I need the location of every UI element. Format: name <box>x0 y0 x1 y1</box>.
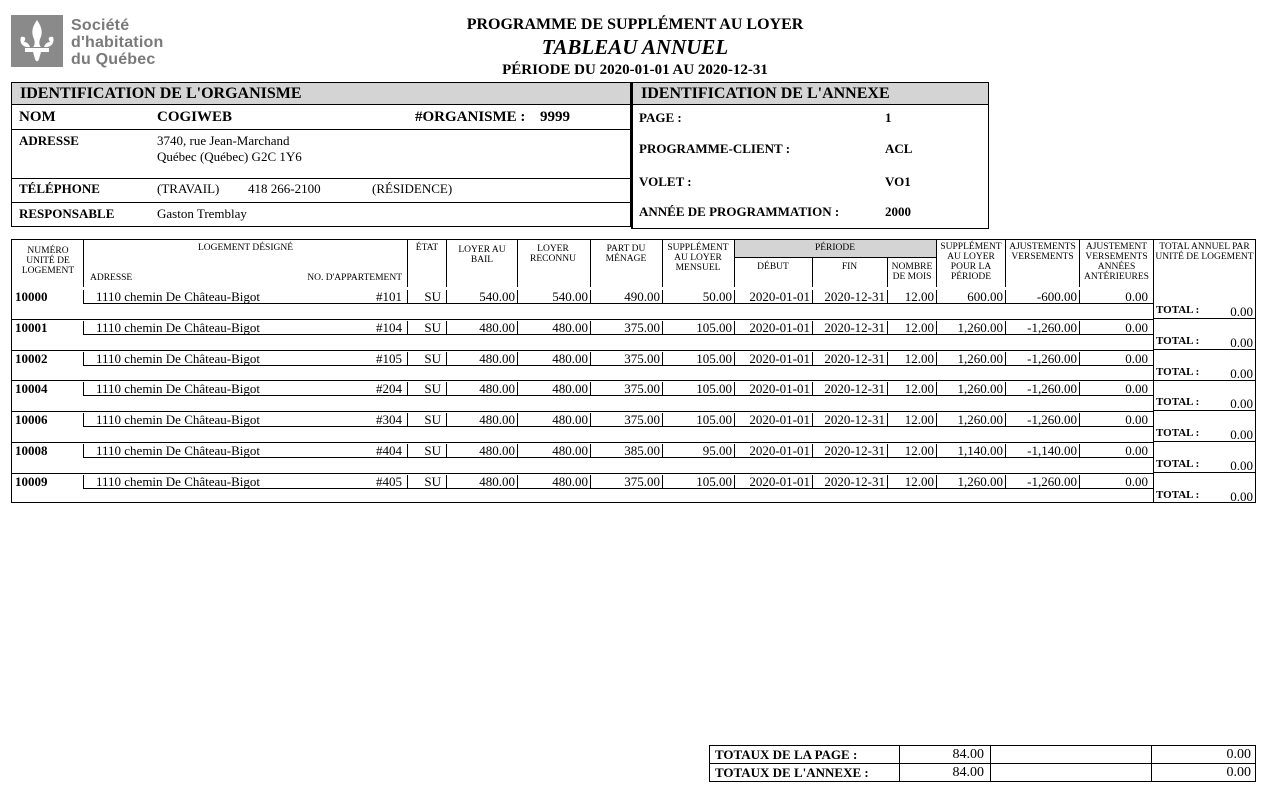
cell-state: SU <box>424 381 441 397</box>
cell-recognized: 540.00 <box>552 289 588 304</box>
col-divider <box>590 382 591 396</box>
row-total-divider <box>1153 380 1255 381</box>
cell-apt: #104 <box>376 319 402 335</box>
col-header-household-share: PART DU MÉNAGE <box>605 244 647 264</box>
cell-recognized: 480.00 <box>552 319 588 335</box>
name-label: NOM <box>19 109 56 125</box>
cell-household: 375.00 <box>624 412 660 428</box>
annex-totals-total: 0.00 <box>1226 765 1251 780</box>
col-divider <box>936 382 937 396</box>
row-total-label: TOTAL : <box>1156 427 1200 440</box>
col-divider <box>887 382 888 396</box>
cell-start: 2020-01-01 <box>749 381 810 397</box>
col-divider <box>662 475 663 489</box>
col-divider <box>887 475 888 489</box>
col-divider <box>936 352 937 366</box>
cell-start: 2020-01-01 <box>749 412 810 428</box>
cell-unit: 10002 <box>15 350 48 366</box>
org-name: COGIWEB <box>157 109 233 125</box>
cell-lease: 480.00 <box>479 381 515 397</box>
col-header-months: NOMBRE DE MOIS <box>891 262 933 282</box>
org-number-label: #ORGANISME : <box>415 109 526 125</box>
cell-months: 12.00 <box>904 319 934 335</box>
cell-start: 2020-01-01 <box>749 319 810 335</box>
col-divider <box>83 444 84 458</box>
col-divider <box>446 382 447 396</box>
cell-household: 375.00 <box>624 319 660 335</box>
cell-start: 2020-01-01 <box>749 443 810 458</box>
cell-state: SU <box>424 412 441 428</box>
phone-work-label: (TRAVAIL) <box>157 181 220 196</box>
cell-months: 12.00 <box>904 289 934 304</box>
cell-start: 2020-01-01 <box>749 289 810 304</box>
col-divider <box>590 475 591 489</box>
cell-state: SU <box>424 443 441 458</box>
col-divider <box>662 444 663 458</box>
cell-address: 1110 chemin De Château-Bigot <box>96 473 261 489</box>
cell-months: 12.00 <box>904 412 934 428</box>
divider <box>710 763 1255 764</box>
col-divider <box>936 321 937 335</box>
cell-prior: 0.00 <box>1125 289 1148 304</box>
col-divider <box>662 290 663 304</box>
col-header-designated: LOGEMENT DÉSIGNÉ <box>197 243 294 253</box>
col-divider <box>662 382 663 396</box>
manager-label: RESPONSABLE <box>19 206 115 221</box>
divider <box>734 257 936 258</box>
row-total-value: 0.00 <box>1230 334 1253 350</box>
cell-period-supp: 1,260.00 <box>957 381 1003 397</box>
col-divider <box>83 475 84 489</box>
col-header-adjust-payments: AJUSTEMENTS VERSEMENTS <box>1009 242 1076 262</box>
address-line2: Québec (Québec) G2C 1Y6 <box>157 149 302 164</box>
cell-unit: 10006 <box>15 412 48 428</box>
col-divider <box>936 475 937 489</box>
col-header-apt: NO. D'APPARTEMENT <box>307 273 402 283</box>
table-row <box>12 382 1255 413</box>
col-divider <box>887 413 888 427</box>
cell-period-supp: 1,140.00 <box>957 443 1003 458</box>
col-divider <box>407 444 408 458</box>
cell-unit: 10009 <box>15 473 48 489</box>
cell-recognized: 480.00 <box>552 412 588 428</box>
address-line1: 3740, rue Jean-Marchand <box>157 133 290 148</box>
volet-label: VOLET : <box>639 174 692 189</box>
cell-apt: #304 <box>376 412 402 428</box>
period-title: PÉRIODE DU 2020-01-01 AU 2020-12-31 <box>502 62 768 78</box>
col-divider <box>1079 413 1080 427</box>
col-divider <box>887 444 888 458</box>
cell-apt: #404 <box>376 443 402 458</box>
col-header-address: ADRESSE <box>90 273 133 283</box>
cell-monthly: 105.00 <box>696 412 732 428</box>
cell-prior: 0.00 <box>1125 381 1148 397</box>
cell-months: 12.00 <box>904 443 934 458</box>
annex-section <box>631 82 989 229</box>
cell-lease: 480.00 <box>479 350 515 366</box>
cell-address: 1110 chemin De Château-Bigot <box>96 350 261 366</box>
cell-period-supp: 1,260.00 <box>957 350 1003 366</box>
cell-apt: #105 <box>376 350 402 366</box>
cell-adjust: -1,260.00 <box>1027 412 1077 428</box>
col-divider <box>936 290 937 304</box>
col-divider <box>83 382 84 396</box>
col-divider <box>1079 321 1080 335</box>
cell-months: 12.00 <box>904 381 934 397</box>
col-divider <box>1079 475 1080 489</box>
col-header-recognized-rent: LOYER RECONNU <box>530 244 576 264</box>
row-total-label: TOTAL : <box>1156 334 1200 347</box>
col-divider <box>590 290 591 304</box>
cell-monthly: 105.00 <box>696 473 732 489</box>
col-divider <box>517 290 518 304</box>
cell-adjust: -1,260.00 <box>1027 319 1077 335</box>
col-divider <box>446 352 447 366</box>
cell-household: 375.00 <box>624 473 660 489</box>
cell-months: 12.00 <box>904 473 934 489</box>
col-divider <box>1005 475 1006 489</box>
cell-start: 2020-01-01 <box>749 473 810 489</box>
col-divider <box>446 413 447 427</box>
cell-state: SU <box>424 289 441 304</box>
cell-address: 1110 chemin De Château-Bigot <box>96 443 261 458</box>
table-row <box>12 290 1255 321</box>
col-divider <box>446 475 447 489</box>
cell-months: 12.00 <box>904 350 934 366</box>
col-divider <box>407 290 408 304</box>
organisation-section <box>11 82 631 227</box>
row-total-value: 0.00 <box>1230 396 1253 412</box>
phone-work-value: 418 266-2100 <box>248 181 321 196</box>
row-total-divider <box>1153 441 1255 442</box>
program-client-value: ACL <box>885 141 913 156</box>
org-number: 9999 <box>540 109 570 125</box>
cell-end: 2020-12-31 <box>824 381 885 397</box>
cell-state: SU <box>424 473 441 489</box>
volet-value: VO1 <box>885 174 911 189</box>
annex-section-title: IDENTIFICATION DE L'ANNEXE <box>633 83 988 105</box>
cell-recognized: 480.00 <box>552 381 588 397</box>
cell-address: 1110 chemin De Château-Bigot <box>96 289 261 304</box>
col-header-end: FIN <box>841 262 858 272</box>
row-total-label: TOTAL : <box>1156 365 1200 378</box>
page-number: 1 <box>885 110 892 125</box>
annex-totals-label: TOTAUX DE L'ANNEXE : <box>715 765 869 780</box>
col-header-annual-total: TOTAL ANNUEL PAR UNITÉ DE LOGEMENT <box>1155 242 1254 262</box>
col-divider <box>517 382 518 396</box>
cell-household: 375.00 <box>624 350 660 366</box>
col-divider <box>83 413 84 427</box>
cell-apt: #101 <box>376 289 402 304</box>
col-divider <box>590 444 591 458</box>
col-divider <box>517 240 518 287</box>
row-total-label: TOTAL : <box>1156 396 1200 409</box>
col-divider <box>407 382 408 396</box>
cell-monthly: 95.00 <box>702 443 732 458</box>
page-totals-label: TOTAUX DE LA PAGE : <box>715 747 858 762</box>
row-total-value: 0.00 <box>1230 458 1253 473</box>
col-divider <box>446 444 447 458</box>
cell-adjust: -1,260.00 <box>1027 381 1077 397</box>
cell-unit: 10004 <box>15 381 48 397</box>
cell-apt: #405 <box>376 473 402 489</box>
fleur-de-lis-icon <box>11 15 63 67</box>
col-divider <box>517 413 518 427</box>
cell-monthly: 50.00 <box>702 289 732 304</box>
col-divider <box>1005 444 1006 458</box>
cell-period-supp: 600.00 <box>967 289 1003 304</box>
col-divider <box>517 321 518 335</box>
cell-household: 490.00 <box>624 289 660 304</box>
col-divider <box>446 240 447 287</box>
cell-lease: 480.00 <box>479 443 515 458</box>
cell-state: SU <box>424 350 441 366</box>
program-title: PROGRAMME DE SUPPLÉMENT AU LOYER <box>466 16 804 33</box>
cell-unit: 10000 <box>15 289 48 304</box>
col-divider <box>1005 321 1006 335</box>
cell-adjust: -1,260.00 <box>1027 473 1077 489</box>
row-total-value: 0.00 <box>1230 304 1253 319</box>
cell-household: 385.00 <box>624 443 660 458</box>
col-divider <box>590 321 591 335</box>
col-divider <box>446 290 447 304</box>
col-divider <box>887 290 888 304</box>
page-totals-value: 84.00 <box>952 747 984 762</box>
col-divider <box>517 352 518 366</box>
divider <box>12 129 630 130</box>
col-divider <box>887 352 888 366</box>
report-title: TABLEAU ANNUEL <box>541 35 729 59</box>
row-total-label: TOTAL : <box>1156 304 1200 316</box>
row-total-value: 0.00 <box>1230 488 1253 504</box>
col-divider <box>1005 413 1006 427</box>
col-divider <box>1079 290 1080 304</box>
col-header-period-supplement: SUPPLÉMENT AU LOYER POUR LA PÉRIODE <box>940 242 1002 282</box>
row-total-divider <box>1153 410 1255 411</box>
cell-recognized: 480.00 <box>552 473 588 489</box>
col-divider <box>407 475 408 489</box>
cell-monthly: 105.00 <box>696 381 732 397</box>
col-divider <box>83 321 84 335</box>
organisation-section-title: IDENTIFICATION DE L'ORGANISME <box>12 83 630 105</box>
phone-label: TÉLÉPHONE <box>19 181 100 196</box>
cell-prior: 0.00 <box>1125 350 1148 366</box>
manager-value: Gaston Tremblay <box>157 206 247 221</box>
col-divider <box>407 352 408 366</box>
cell-end: 2020-12-31 <box>824 473 885 489</box>
table-row <box>12 444 1255 475</box>
col-divider <box>662 321 663 335</box>
page-totals-total: 0.00 <box>1226 747 1251 762</box>
table-row <box>12 321 1255 352</box>
cell-lease: 540.00 <box>479 289 515 304</box>
cell-monthly: 105.00 <box>696 350 732 366</box>
phone-home-label: (RÉSIDENCE) <box>372 181 453 196</box>
cell-lease: 480.00 <box>479 473 515 489</box>
cell-address: 1110 chemin De Château-Bigot <box>96 412 261 428</box>
cell-unit: 10008 <box>15 443 48 458</box>
cell-recognized: 480.00 <box>552 350 588 366</box>
cell-period-supp: 1,260.00 <box>957 412 1003 428</box>
col-header-period: PÉRIODE <box>814 243 856 253</box>
row-total-divider <box>1153 318 1255 319</box>
col-divider <box>590 240 591 287</box>
col-divider <box>517 475 518 489</box>
cell-prior: 0.00 <box>1125 443 1148 458</box>
cell-state: SU <box>424 319 441 335</box>
cell-period-supp: 1,260.00 <box>957 473 1003 489</box>
col-divider <box>662 352 663 366</box>
annex-totals-value: 84.00 <box>952 765 984 780</box>
totals-section <box>709 745 1256 782</box>
programming-year-value: 2000 <box>885 204 911 219</box>
col-divider <box>1005 352 1006 366</box>
cell-adjust: -1,140.00 <box>1027 443 1077 458</box>
table-row <box>12 475 1255 506</box>
row-total-label: TOTAL : <box>1156 488 1200 501</box>
col-divider <box>407 321 408 335</box>
cell-prior: 0.00 <box>1125 473 1148 489</box>
col-divider <box>1005 290 1006 304</box>
cell-lease: 480.00 <box>479 319 515 335</box>
col-divider <box>1079 444 1080 458</box>
col-divider <box>590 413 591 427</box>
col-divider <box>1079 352 1080 366</box>
col-divider <box>936 413 937 427</box>
cell-adjust: -1,260.00 <box>1027 350 1077 366</box>
col-divider <box>887 321 888 335</box>
cell-adjust: -600.00 <box>1036 289 1077 304</box>
divider <box>12 202 630 203</box>
cell-end: 2020-12-31 <box>824 289 885 304</box>
cell-apt: #204 <box>376 381 402 397</box>
col-divider <box>936 444 937 458</box>
sha-logo <box>11 15 181 71</box>
col-header-lease-rent: LOYER AU BAIL <box>458 245 506 265</box>
row-total-label: TOTAL : <box>1156 458 1200 470</box>
cell-end: 2020-12-31 <box>824 319 885 335</box>
logo-wordmark: Société d'habitation du Québec <box>71 17 164 68</box>
cell-end: 2020-12-31 <box>824 443 885 458</box>
col-divider <box>1079 382 1080 396</box>
cell-start: 2020-01-01 <box>749 350 810 366</box>
programming-year-label: ANNÉE DE PROGRAMMATION : <box>639 204 840 219</box>
cell-lease: 480.00 <box>479 412 515 428</box>
col-header-start: DÉBUT <box>757 262 789 272</box>
col-divider <box>590 352 591 366</box>
cell-recognized: 480.00 <box>552 443 588 458</box>
table-row <box>12 413 1255 444</box>
cell-end: 2020-12-31 <box>824 350 885 366</box>
col-divider <box>407 413 408 427</box>
row-total-divider <box>1153 472 1255 473</box>
row-total-value: 0.00 <box>1230 427 1253 443</box>
cell-monthly: 105.00 <box>696 319 732 335</box>
address-label: ADRESSE <box>19 133 79 148</box>
cell-prior: 0.00 <box>1125 319 1148 335</box>
program-client-label: PROGRAMME-CLIENT : <box>639 141 791 156</box>
table-row <box>12 352 1255 383</box>
cell-address: 1110 chemin De Château-Bigot <box>96 319 261 335</box>
col-header-monthly-supplement: SUPPLÉMENT AU LOYER MENSUEL <box>667 243 729 273</box>
col-header-adjust-prior: AJUSTEMENT VERSEMENTS ANNÉES ANTÉRIEURES <box>1084 242 1149 282</box>
cell-unit: 10001 <box>15 319 48 335</box>
cell-household: 375.00 <box>624 381 660 397</box>
page-label: PAGE : <box>639 110 682 125</box>
cell-address: 1110 chemin De Château-Bigot <box>96 381 261 397</box>
col-divider <box>446 321 447 335</box>
col-divider <box>1005 382 1006 396</box>
units-table <box>11 239 1256 503</box>
col-header-unit: NUMÉRO UNITÉ DE LOGEMENT <box>21 246 75 276</box>
col-divider <box>83 290 84 304</box>
row-total-value: 0.00 <box>1230 365 1253 381</box>
cell-prior: 0.00 <box>1125 412 1148 428</box>
col-divider <box>83 352 84 366</box>
col-divider <box>662 413 663 427</box>
cell-end: 2020-12-31 <box>824 412 885 428</box>
divider <box>12 178 630 179</box>
cell-period-supp: 1,260.00 <box>957 319 1003 335</box>
col-header-state: ÉTAT <box>415 243 439 253</box>
col-divider <box>517 444 518 458</box>
row-total-divider <box>1153 349 1255 350</box>
